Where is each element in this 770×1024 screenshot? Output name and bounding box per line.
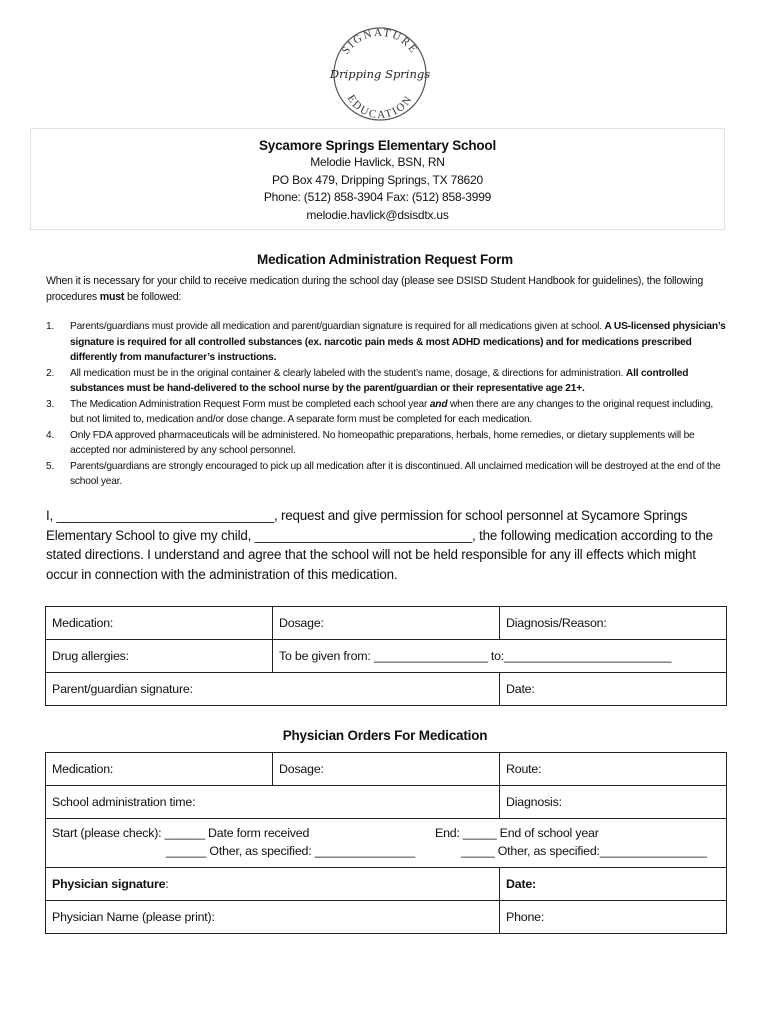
- school-email: melodie.havlick@dsisdtx.us: [306, 207, 449, 222]
- physician-signature-field[interactable]: [46, 868, 500, 901]
- procedure-item: [46, 397, 726, 428]
- procedure-number: 1.: [46, 321, 55, 332]
- svg-text:SIGNATURE: [340, 27, 421, 57]
- procedure-item: [46, 428, 726, 459]
- dosage-field[interactable]: Dosage:: [273, 607, 500, 640]
- start-date-option[interactable]: Start (please check): ______ Date form received: [52, 826, 310, 840]
- procedure-number: 3.: [46, 398, 55, 410]
- route-field[interactable]: Route:: [500, 753, 727, 786]
- svg-text:EDUCATION: [345, 93, 416, 121]
- diagnosis-reason-field[interactable]: Diagnosis/Reason:: [500, 607, 727, 640]
- school-header: [30, 128, 725, 230]
- logo-top-text: SIGNATURE: [339, 26, 421, 57]
- physician-date-label: Date:: [506, 877, 536, 891]
- school-address: PO Box 479, Dripping Springs, TX 78620: [272, 172, 483, 187]
- procedure-item: [46, 366, 726, 397]
- procedure-number: 2.: [46, 367, 55, 379]
- procedure-number: 4.: [46, 429, 55, 441]
- physician-phone-field[interactable]: Phone:: [500, 901, 727, 934]
- physician-signature-colon: :: [165, 877, 169, 891]
- procedure-bold: All controlled substances must be hand-delivered to the school nurse by the parent/guardian or their representative age 21+.: [70, 367, 689, 394]
- procedure-text: All medication must be in the original container & clearly labeled with the student’s name, dosage, & directions for administration.: [70, 367, 626, 379]
- intro-text-end: be followed:: [124, 291, 182, 303]
- procedure-text-end: when there are any changes to the original request including, but not limited to, medication and/or dose change. A separate form must be completed for each medication.: [70, 398, 714, 425]
- procedure-number: 5.: [46, 460, 55, 472]
- procedure-bold: and: [429, 398, 448, 410]
- form-title: Medication Administration Request Form: [257, 252, 513, 267]
- drug-allergies-field[interactable]: Drug allergies:: [46, 640, 273, 673]
- signature-education-logo: [318, 20, 442, 128]
- logo-bottom-text: EDUCATION: [344, 92, 416, 122]
- start-other-option[interactable]: ______ Other, as specified: _______________: [166, 844, 416, 858]
- physician-date-field[interactable]: [500, 868, 727, 901]
- physician-orders-table: [45, 752, 727, 934]
- consent-statement[interactable]: I, ______________________________, request and give permission for school personnel at Sycamore Springs Elementary School to give my child, ______________________________, the following medication according to the stated directions. I understand and agree that the school will not be held responsible for any ill effects which might occur in connection with the administration of this medication.: [46, 508, 713, 582]
- given-from-field[interactable]: To be given from: _________________ to:_________________________: [273, 640, 727, 673]
- intro-bold: must: [99, 291, 125, 303]
- medication-field[interactable]: Medication:: [46, 607, 273, 640]
- procedure-text: Parents/guardians are strongly encouraged to pick up all medication after it is discontinued. All unclaimed medication will be destroyed at the end of the school year.: [70, 460, 721, 487]
- physician-orders-title: Physician Orders For Medication: [282, 728, 488, 743]
- logo-script-text: Dripping Springs: [329, 67, 431, 81]
- physician-medication-field[interactable]: Medication:: [46, 753, 273, 786]
- procedure-item: [46, 459, 726, 490]
- parent-request-table: [45, 606, 727, 706]
- parent-date-field[interactable]: Date:: [500, 673, 727, 706]
- intro-text: When it is necessary for your child to receive medication during the school day (please see DSISD Student Handbook for guidelines), the following procedures: [46, 275, 704, 303]
- school-phone-fax: Phone: (512) 858-3904 Fax: (512) 858-3999: [263, 190, 492, 204]
- procedure-bold: A US-licensed physician’s signature is required for all controlled substances (ex. narcotic pain meds & most ADHD medications) and for medications prescribed differently from manufacturer’s instructions.: [70, 321, 726, 363]
- administration-time-field[interactable]: School administration time:: [46, 786, 500, 819]
- procedure-item: [46, 319, 726, 366]
- procedure-text: The Medication Administration Request Form must be completed each school year: [70, 398, 430, 410]
- start-end-field[interactable]: [46, 819, 727, 868]
- procedure-text: Only FDA approved pharmaceuticals will be administered. No homeopathic preparations, herbals, home remedies, or dietary supplements will be accepted nor administered by any school personnel.: [70, 429, 695, 456]
- end-school-year-option[interactable]: End: _____ End of school year: [435, 826, 599, 840]
- physician-diagnosis-field[interactable]: Diagnosis:: [500, 786, 727, 819]
- school-name: Sycamore Springs Elementary School: [258, 138, 497, 153]
- parent-signature-field[interactable]: Parent/guardian signature:: [46, 673, 500, 706]
- physician-dosage-field[interactable]: Dosage:: [273, 753, 500, 786]
- procedure-list: [46, 319, 726, 490]
- intro-paragraph: [46, 273, 726, 305]
- physician-name-field[interactable]: Physician Name (please print):: [46, 901, 500, 934]
- nurse-name: Melodie Havlick, BSN, RN: [310, 155, 445, 169]
- physician-signature-label: Physician signature: [52, 877, 166, 891]
- procedure-text: Parents/guardians must provide all medication and parent/guardian signature is required for all medications given at school.: [70, 321, 605, 332]
- end-other-option[interactable]: _____ Other, as specified:________________: [461, 844, 707, 858]
